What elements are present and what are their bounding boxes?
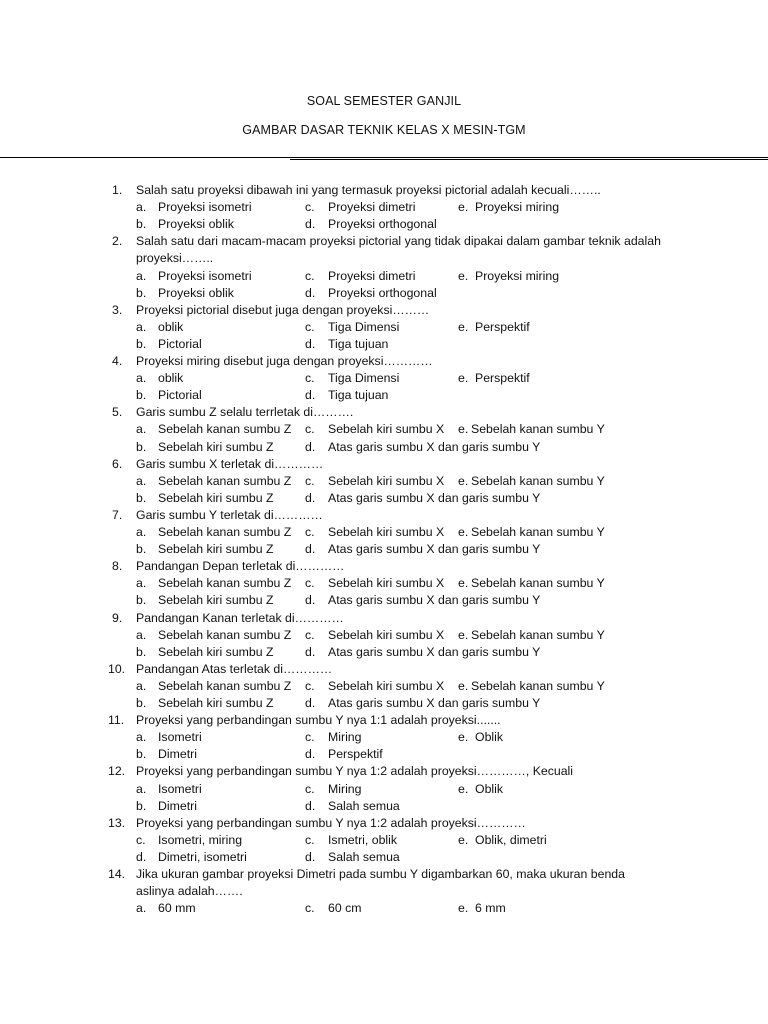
page-title: SOAL SEMESTER GANJIL <box>306 94 462 108</box>
option-text: Miring <box>328 781 362 796</box>
option-text: Sebelah kanan sumbu Y <box>471 678 605 693</box>
option-label: e. <box>458 832 469 847</box>
option-text: Tiga tujuan <box>328 336 389 351</box>
option-label: c. <box>305 200 315 215</box>
option-text: Sebelah kanan sumbu Z <box>158 422 292 437</box>
option-label: e. <box>458 678 469 693</box>
option-text: Proyeksi oblik <box>158 285 234 300</box>
question-text: Pandangan Depan terletak di………… <box>136 559 345 574</box>
option-label: e. <box>458 730 469 745</box>
option-text: Sebelah kiri sumbu Z <box>158 644 274 659</box>
question-number: 14. <box>108 867 126 881</box>
option-text: Miring <box>328 730 362 745</box>
question-text: Proyeksi yang perbandingan sumbu Y nya 1:2 adalah proyeksi…………, Kecuali <box>136 764 574 779</box>
option-text: Sebelah kiri sumbu X <box>328 627 445 642</box>
option-text: Perspektif <box>328 747 383 762</box>
option-text: Proyeksi isometri <box>158 268 252 283</box>
question-text: Proyeksi yang perbandingan sumbu Y nya 1:1 adalah proyeksi....... <box>136 713 501 728</box>
option-label: a. <box>136 730 147 745</box>
option-label: b. <box>136 593 147 608</box>
question-number: 6. <box>112 456 123 471</box>
option-label: e. <box>458 627 469 642</box>
option-text: Perspektif <box>475 371 530 386</box>
option-label: a. <box>136 319 147 334</box>
option-label: c. <box>305 901 315 916</box>
option-text: Dimetri, isometri <box>158 849 247 864</box>
option-label: c. <box>305 319 315 334</box>
option-label: b. <box>136 336 147 351</box>
option-label: c. <box>305 678 315 693</box>
option-text: Sebelah kiri sumbu X <box>328 678 445 693</box>
option-label: b. <box>136 439 147 454</box>
option-label: d. <box>305 542 316 557</box>
question-number: 7. <box>112 507 123 522</box>
option-label: d. <box>305 490 316 505</box>
option-label: a. <box>136 781 147 796</box>
option-text: Oblik <box>475 781 504 796</box>
option-label: b. <box>136 388 147 403</box>
option-label: c. <box>305 576 315 591</box>
option-label: e. <box>458 200 469 215</box>
option-text: Dimetri <box>158 798 197 813</box>
option-label: c. <box>305 832 315 847</box>
option-label: c. <box>305 525 315 539</box>
option-label: d. <box>305 217 316 232</box>
question-number: 1. <box>112 183 123 197</box>
question-text: aslinya adalah……. <box>136 884 243 899</box>
option-label: a. <box>136 268 147 283</box>
option-text: Proyeksi oblik <box>158 217 234 232</box>
question-number: 9. <box>112 610 123 625</box>
question-number: 13. <box>108 815 126 830</box>
option-label: d. <box>305 644 316 659</box>
option-label: c. <box>305 627 315 642</box>
option-label: e. <box>458 781 469 796</box>
option-label: e. <box>458 371 469 386</box>
option-text: Pictorial <box>158 336 202 351</box>
option-text: Perspektif <box>475 319 530 334</box>
option-label: d. <box>305 388 316 403</box>
option-text: Sebelah kiri sumbu Z <box>158 593 274 608</box>
option-label: b. <box>136 217 147 232</box>
option-text: 6 mm <box>475 901 506 916</box>
option-text: Atas garis sumbu X dan garis sumbu Y <box>328 490 541 505</box>
option-label: a. <box>136 371 147 386</box>
question-text: Garis sumbu Y terletak di………… <box>136 507 323 522</box>
question-text: Jika ukuran gambar proyeksi Dimetri pada sumbu Y digambarkan 60, maka ukuran benda <box>136 867 625 881</box>
option-label: c. <box>305 268 315 283</box>
option-text: Proyeksi miring <box>475 268 560 283</box>
option-text: Isometri, miring <box>158 832 243 847</box>
option-text: Sebelah kanan sumbu Z <box>158 627 292 642</box>
question-text: Salah satu dari macam-macam proyeksi pictorial yang tidak dipakai dalam gambar teknik adalah <box>136 234 661 249</box>
option-label: e. <box>458 576 469 591</box>
option-label: c. <box>305 473 315 488</box>
option-label: e. <box>458 422 469 437</box>
option-text: Proyeksi isometri <box>158 200 252 215</box>
option-label: a. <box>136 422 147 437</box>
option-label: b. <box>136 747 147 762</box>
option-text: Salah semua <box>328 798 400 813</box>
option-text: Pictorial <box>158 388 202 403</box>
question-text: Proyeksi pictorial disebut juga dengan proyeksi……… <box>136 302 430 317</box>
option-text: Atas garis sumbu X dan garis sumbu Y <box>328 644 541 659</box>
option-text: Sebelah kiri sumbu Z <box>158 439 274 454</box>
option-text: Sebelah kanan sumbu Y <box>471 627 605 642</box>
option-text: Proyeksi miring <box>475 200 560 215</box>
option-label: c. <box>136 832 146 847</box>
question-number: 8. <box>112 559 123 574</box>
option-label: e. <box>458 901 469 916</box>
option-label: c. <box>305 730 315 745</box>
option-text: Sebelah kiri sumbu X <box>328 525 445 539</box>
page-subtitle: GAMBAR DASAR TEKNIK KELAS X MESIN-TGM <box>242 123 526 137</box>
option-text: Tiga Dimensi <box>328 319 400 334</box>
option-text: Oblik <box>475 730 504 745</box>
option-text: Sebelah kanan sumbu Z <box>158 525 292 539</box>
question-number: 11. <box>108 713 125 728</box>
option-label: a. <box>136 678 147 693</box>
option-label: b. <box>136 644 147 659</box>
option-text: Proyeksi orthogonal <box>328 217 437 232</box>
option-label: d. <box>305 849 316 864</box>
option-text: 60 cm <box>328 901 362 916</box>
question-text: Salah satu proyeksi dibawah ini yang termasuk proyeksi pictorial adalah kecuali…….. <box>136 183 601 197</box>
question-text: Proyeksi miring disebut juga dengan proyeksi………… <box>136 354 433 368</box>
header-divider <box>0 157 768 158</box>
option-text: Proyeksi dimetri <box>328 268 416 283</box>
option-label: a. <box>136 525 147 539</box>
option-label: a. <box>136 627 147 642</box>
option-text: Tiga tujuan <box>328 388 389 403</box>
option-text: Dimetri <box>158 747 197 762</box>
option-label: d. <box>305 285 316 300</box>
option-text: Proyeksi orthogonal <box>328 285 437 300</box>
question-number: 10. <box>108 661 126 676</box>
option-text: Sebelah kiri sumbu Z <box>158 696 274 710</box>
option-label: c. <box>305 371 315 386</box>
option-label: a. <box>136 200 147 215</box>
option-text: Atas garis sumbu X dan garis sumbu Y <box>328 696 541 710</box>
option-text: Tiga Dimensi <box>328 371 400 386</box>
option-text: Sebelah kiri sumbu X <box>328 576 445 591</box>
option-text: Sebelah kanan sumbu Y <box>471 473 605 488</box>
option-label: b. <box>136 490 147 505</box>
option-text: Sebelah kiri sumbu Z <box>158 542 274 557</box>
header-divider-secondary <box>290 159 768 160</box>
option-text: Oblik, dimetri <box>475 832 547 847</box>
option-label: b. <box>136 542 147 557</box>
option-text: Ismetri, oblik <box>328 832 398 847</box>
question-number: 4. <box>112 354 123 368</box>
option-text: Sebelah kanan sumbu Y <box>471 525 605 539</box>
question-number: 12. <box>108 764 126 779</box>
option-text: Sebelah kanan sumbu Y <box>471 576 605 591</box>
option-label: e. <box>458 319 469 334</box>
question-text: Proyeksi yang perbandingan sumbu Y nya 1:2 adalah proyeksi………… <box>136 815 526 830</box>
option-text: Atas garis sumbu X dan garis sumbu Y <box>328 542 541 557</box>
option-label: a. <box>136 576 147 591</box>
option-text: Salah semua <box>328 849 400 864</box>
option-label: e. <box>458 268 469 283</box>
option-label: e. <box>458 525 469 539</box>
option-text: oblik <box>158 371 184 386</box>
option-text: Sebelah kanan sumbu Z <box>158 576 292 591</box>
option-text: Sebelah kiri sumbu X <box>328 473 445 488</box>
option-label: b. <box>136 696 147 710</box>
question-text: Garis sumbu Z selalu terrletak di………. <box>136 405 354 420</box>
question-number: 2. <box>112 234 123 249</box>
option-text: Sebelah kiri sumbu X <box>328 422 445 437</box>
option-text: Isometri <box>158 730 202 745</box>
option-text: oblik <box>158 319 184 334</box>
option-text: Proyeksi dimetri <box>328 200 416 215</box>
option-text: 60 mm <box>158 901 196 916</box>
option-label: d. <box>305 798 316 813</box>
option-label: d. <box>136 849 147 864</box>
option-label: a. <box>136 473 147 488</box>
option-text: Sebelah kiri sumbu Z <box>158 490 274 505</box>
option-text: Sebelah kanan sumbu Z <box>158 678 292 693</box>
option-text: Atas garis sumbu X dan garis sumbu Y <box>328 439 541 454</box>
option-label: d. <box>305 439 316 454</box>
option-label: d. <box>305 696 316 710</box>
option-text: Atas garis sumbu X dan garis sumbu Y <box>328 593 541 608</box>
option-label: e. <box>458 473 469 488</box>
question-text: Garis sumbu X terletak di………… <box>136 456 324 471</box>
question-text: proyeksi…….. <box>136 251 214 266</box>
question-number: 3. <box>112 302 123 317</box>
question-text: Pandangan Kanan terletak di………… <box>136 610 344 625</box>
option-text: Sebelah kanan sumbu Y <box>471 422 605 437</box>
option-label: d. <box>305 336 316 351</box>
question-number: 5. <box>112 405 123 420</box>
question-text: Pandangan Atas terletak di………… <box>136 661 333 676</box>
option-label: b. <box>136 285 147 300</box>
option-text: Sebelah kanan sumbu Z <box>158 473 292 488</box>
option-label: c. <box>305 781 315 796</box>
option-label: c. <box>305 422 315 437</box>
option-label: a. <box>136 901 147 916</box>
option-label: d. <box>305 593 316 608</box>
option-label: d. <box>305 747 316 762</box>
option-label: b. <box>136 798 147 813</box>
option-text: Isometri <box>158 781 202 796</box>
